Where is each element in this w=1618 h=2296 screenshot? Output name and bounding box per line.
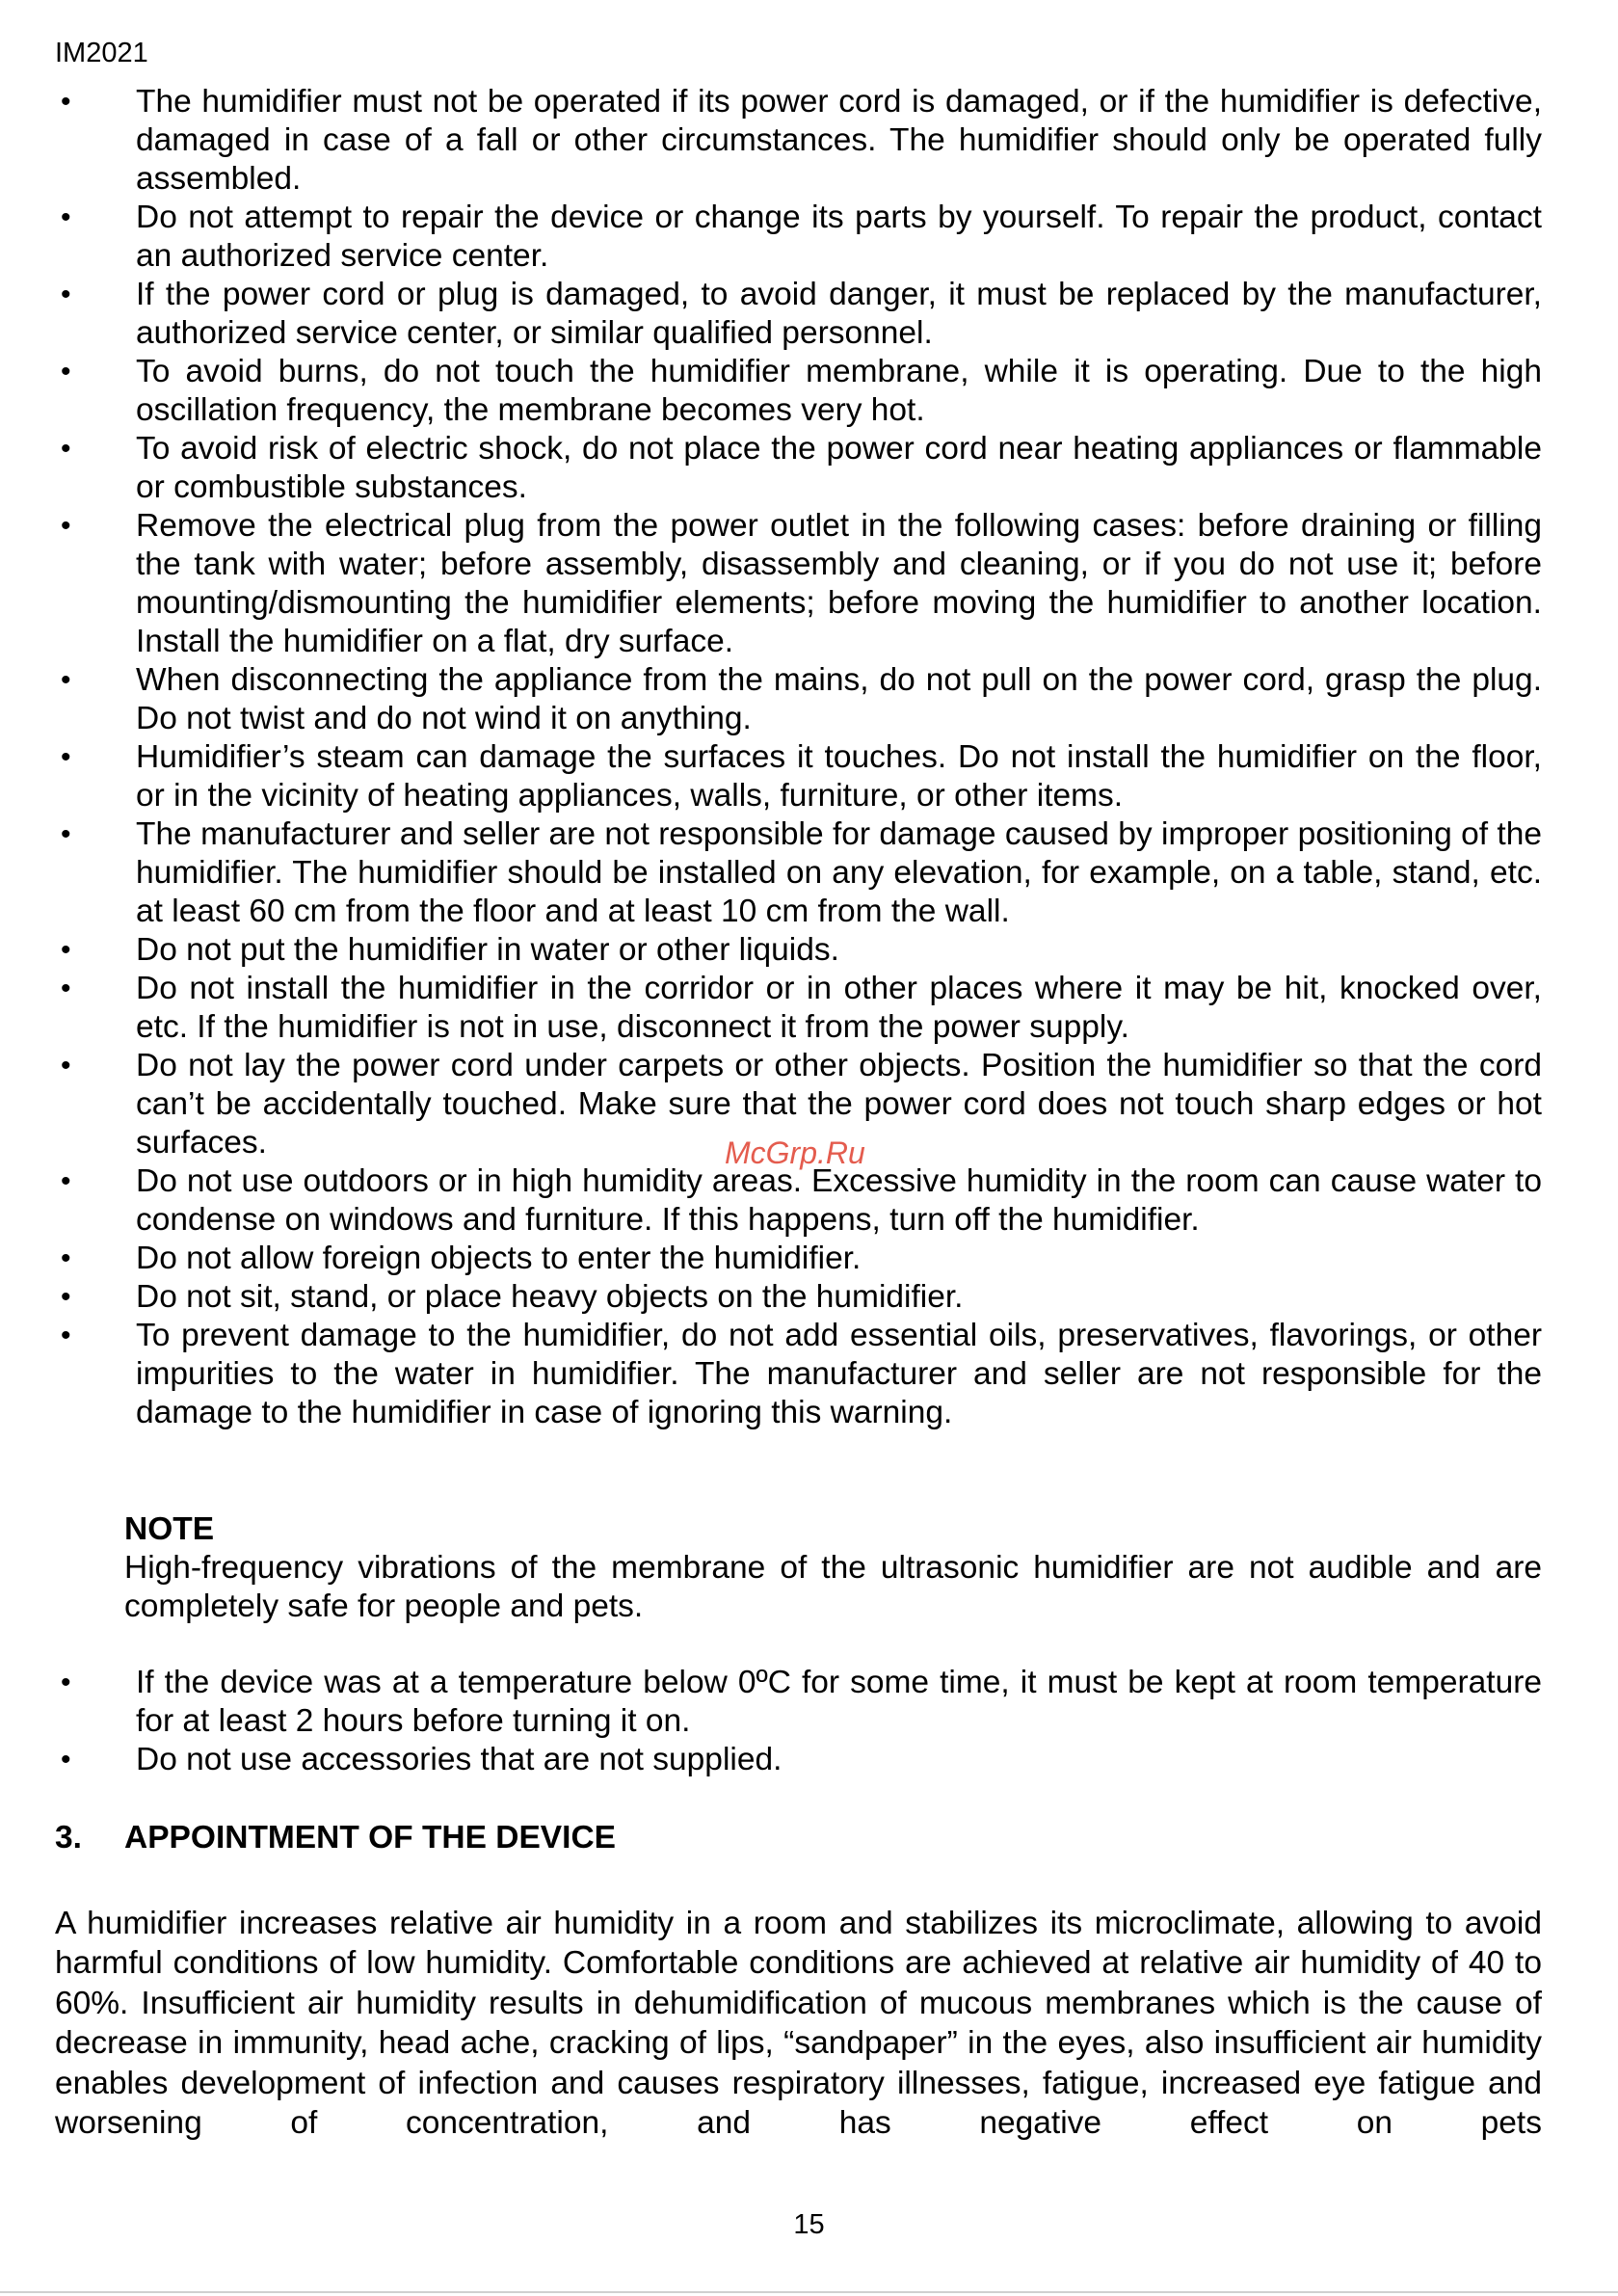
list-item-text: Do not allow foreign objects to enter the humidifier. — [136, 1241, 862, 1276]
bullet-icon: • — [61, 433, 71, 465]
list-item — [55, 430, 1542, 507]
list-item — [55, 1664, 1542, 1741]
bullet-icon: • — [61, 1744, 71, 1775]
list-item-text: Do not use outdoors or in high humidity areas. Excessive humidity in the room can cause water to condense on windows and furniture. If this happens, turn off the humidifier. — [136, 1163, 1542, 1238]
list-item-text: Do not sit, stand, or place heavy objects on the humidifier. — [136, 1279, 964, 1315]
list-item — [55, 1741, 1542, 1779]
list-item-text: The manufacturer and seller are not responsible for damage caused by improper positioning of the humidifier. The humidifier should be installed on any elevation, for example, on a table, stand, etc. at least 60 cm from the floor and at least 10 cm from the wall. — [136, 816, 1542, 929]
list-item-text: Do not lay the power cord under carpets or other objects. Position the humidifier so that the cord can’t be accidentally touched. Make sure that the power cord does not touch sharp edges or hot surfaces. — [136, 1048, 1542, 1161]
list-item — [55, 1317, 1542, 1432]
list-item-text: If the device was at a temperature below 0ºC for some time, it must be kept at room temperature for at least 2 hours before turning it on. — [136, 1665, 1542, 1739]
list-item — [55, 83, 1542, 199]
body-paragraph: A humidifier increases relative air humidity in a room and stabilizes its microclimate, allowing to avoid harmful conditions of low humidity. Comfortable conditions are achieved at relative air humidity of 40 to 60%. Insufficient air humidity results in dehumidification of mucous membranes which is the cause of decrease in immunity, head ache, cracking of lips, “sandpaper” in the eyes, also insufficient air humidity enables development of infection and causes respiratory illnesses, fatigue, increased eye fatigue and worsening of concentration, and has negative effect on pets — [55, 1906, 1542, 2142]
list-item-text: Do not use accessories that are not supplied. — [136, 1742, 782, 1777]
bullet-icon: • — [61, 1165, 71, 1197]
bullet-icon: • — [61, 664, 71, 696]
page-number: 15 — [793, 2209, 825, 2240]
list-item-text: Do not attempt to repair the device or change its parts by yourself. To repair the product, contact an authorized service center. — [136, 200, 1542, 274]
list-item-text: To prevent damage to the humidifier, do not add essential oils, preservatives, flavorings, or other impurities to the water in humidifier. The manufacturer and seller are not responsible for the damage to the humidifier in case of ignoring this warning. — [136, 1318, 1542, 1430]
watermark: McGrp.Ru — [725, 1135, 865, 1170]
bullet-icon: • — [61, 934, 71, 966]
list-item — [55, 199, 1542, 276]
list-item-text: Humidifier’s steam can damage the surfaces it touches. Do not install the humidifier on the floor, or in the vicinity of heating appliances, walls, furniture, or other items. — [136, 739, 1542, 814]
note-body: High-frequency vibrations of the membrane of the ultrasonic humidifier are not audible and are completely safe for people and pets. — [124, 1550, 1542, 1624]
safety-bullet-list — [55, 83, 1542, 1432]
list-item — [55, 507, 1542, 661]
note-block — [124, 1510, 1542, 1626]
list-item-text: Remove the electrical plug from the power outlet in the following cases: before draining or filling the tank with water; before assembly, disassembly and cleaning, or if you do not use it; before mounting/dismounting the humidifier elements; before moving the humidifier to another location. Install the humidifier on a flat, dry surface. — [136, 508, 1542, 659]
bullet-icon: • — [61, 1242, 71, 1274]
bullet-icon: • — [61, 86, 71, 118]
list-item-text: Do not put the humidifier in water or other liquids. — [136, 932, 839, 968]
list-item — [55, 1278, 1542, 1317]
bullet-icon: • — [61, 1281, 71, 1313]
list-item — [55, 815, 1542, 931]
list-item — [55, 970, 1542, 1047]
bullet-icon: • — [61, 1050, 71, 1081]
bullet-icon: • — [61, 279, 71, 310]
list-item — [55, 738, 1542, 815]
list-item — [55, 353, 1542, 430]
list-item — [55, 661, 1542, 738]
section-title: APPOINTMENT OF THE DEVICE — [124, 1820, 616, 1855]
list-item — [55, 1162, 1542, 1240]
section-number: 3. — [55, 1820, 82, 1855]
bullet-icon: • — [61, 973, 71, 1004]
bullet-icon: • — [61, 201, 71, 233]
bullet-icon: • — [61, 818, 71, 850]
section-heading — [55, 1819, 616, 1857]
bullet-icon: • — [61, 1320, 71, 1351]
bullet-icon: • — [61, 741, 71, 773]
list-item — [55, 276, 1542, 353]
list-item-text: To avoid risk of electric shock, do not place the power cord near heating appliances or flammable or combustible substances. — [136, 431, 1542, 505]
bullet-icon: • — [61, 510, 71, 542]
list-item-text: The humidifier must not be operated if its power cord is damaged, or if the humidifier is defective, damaged in case of a fall or other circumstances. The humidifier should only be operated fully assembled. — [136, 84, 1542, 197]
bottom-divider — [0, 2291, 1618, 2293]
list-item-text: When disconnecting the appliance from the mains, do not pull on the power cord, grasp the plug. Do not twist and do not wind it on anything. — [136, 662, 1542, 736]
model-code: IM2021 — [55, 38, 148, 68]
extra-bullet-list — [55, 1664, 1542, 1779]
bullet-icon: • — [61, 356, 71, 387]
list-item-text: Do not install the humidifier in the corridor or in other places where it may be hit, knocked over, etc. If the humidifier is not in use, disconnect it from the power supply. — [136, 971, 1542, 1045]
list-item-text: If the power cord or plug is damaged, to avoid danger, it must be replaced by the manufacturer, authorized service center, or similar qualified personnel. — [136, 277, 1542, 351]
bullet-icon: • — [61, 1667, 71, 1698]
note-title: NOTE — [124, 1511, 215, 1547]
list-item — [55, 1240, 1542, 1278]
list-item-text: To avoid burns, do not touch the humidifier membrane, while it is operating. Due to the high oscillation frequency, the membrane becomes very hot. — [136, 354, 1542, 428]
list-item — [55, 931, 1542, 970]
